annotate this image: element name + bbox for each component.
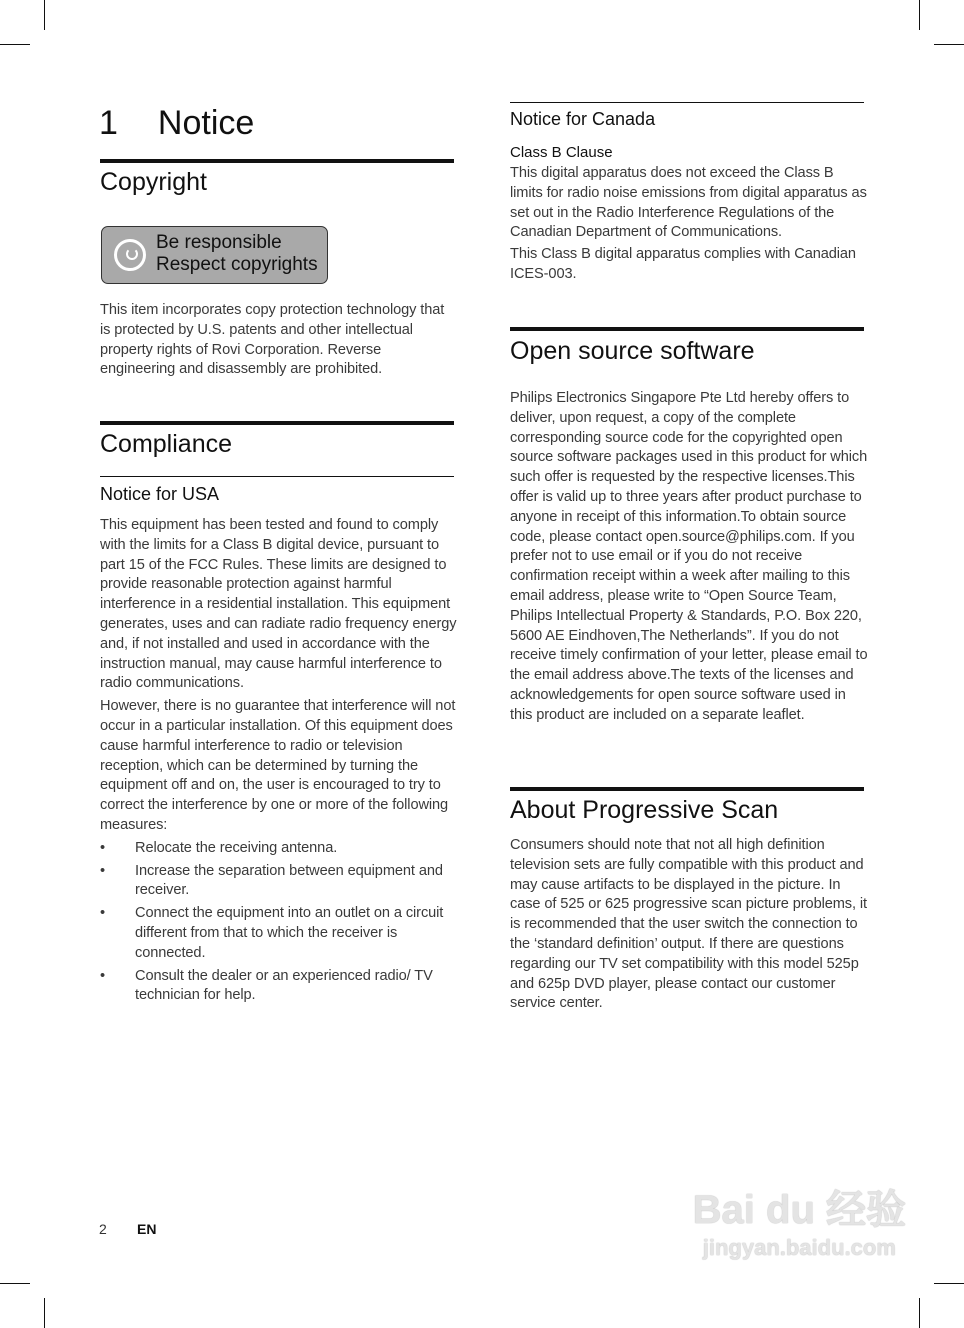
compliance-heading: Compliance — [100, 430, 233, 458]
language-code: EN — [137, 1221, 157, 1237]
class-b-heading: Class B Clause — [510, 144, 613, 161]
copyright-text: This item incorporates copy protection technology that is protected by U.S. patents and other intellectual property rights of Rovi Corporation. Reverse engineering and disassembly are prohibited. — [100, 302, 445, 378]
divider — [510, 327, 864, 331]
open-source-heading: Open source software — [510, 337, 755, 365]
copyright-heading: Copyright — [100, 168, 207, 196]
copyright-logo-icon — [114, 239, 146, 271]
divider — [510, 102, 864, 103]
progressive-scan-heading: About Progressive Scan — [510, 796, 779, 824]
badge-line2: Respect copyrights — [156, 254, 318, 275]
canada-notice — [510, 164, 868, 285]
divider — [100, 159, 454, 163]
watermark-logo: Bai du 经验 — [692, 1188, 906, 1232]
measures-list — [100, 839, 458, 1006]
divider — [510, 787, 864, 791]
canada-paragraph: This Class B digital apparatus complies with Canadian ICES-003. — [510, 246, 856, 282]
progressive-scan-text: Consumers should note that not all high definition television sets are fully compatible with this product and may cause artifacts to be displayed in the picture. In case of 525 or 625 progressive scan picture problems, it is recommended that the user switch the connection to the ‘standard definition’ output. If there are questions regarding our TV set compatibility with this model 525p and 625p DVD player, please contact our customer service center. — [510, 837, 867, 1012]
divider — [100, 421, 454, 425]
list-item: • Consult the dealer or an experienced radio/ TV technician for help. — [100, 967, 458, 1007]
usa-paragraph: This equipment has been tested and found to comply with the limits for a Class B digital device, pursuant to part 15 of the FCC Rules. These limits are designed to provide reasonable protection against harmful interference in a residential installation. This equipment generates, uses and can radiate radio frequency energy and, if not installed and used in accordance with the instruction manual, may cause harmful interference to radio communications. — [100, 517, 457, 692]
usa-heading: Notice for USA — [100, 484, 220, 504]
divider — [100, 476, 454, 477]
canada-paragraph: This digital apparatus does not exceed the Class B limits for radio noise emissions from digital apparatus as set out in the Radio Interference Regulations of the Canadian Department of Communications. — [510, 165, 867, 241]
chapter-title-text: Notice — [157, 104, 255, 142]
chapter-number: 1 — [99, 104, 118, 142]
usa-paragraph: However, there is no guarantee that interference will not occur in a particular installation. Of this equipment does cause harmful interference to radio or television reception, which can be determined by turning the equipment off and on, the user is encouraged to try to correct the interference by one or more of the following measures: — [100, 698, 456, 833]
canada-heading: Notice for Canada — [510, 109, 656, 129]
list-item: • Relocate the receiving antenna. — [100, 839, 458, 859]
list-item: • Increase the separation between equipment and receiver. — [100, 862, 458, 902]
list-item: • Connect the equipment into an outlet on a circuit different from that to which the receiver is connected. — [100, 904, 458, 963]
respect-copyrights-badge — [101, 226, 328, 284]
watermark-url: jingyan.baidu.com — [702, 1235, 896, 1260]
badge-line1: Be responsible — [156, 232, 282, 253]
open-source-text: Philips Electronics Singapore Pte Ltd hereby offers to deliver, upon request, a copy of the complete corresponding source code for the copyrighted open source software packages used in this product for which such offer is requested by the respective licenses.This offer is valid up to three years after product purchase to anyone in receipt of this information.To obtain source code, please contact open.source@philips.com. If you prefer not to use email or if you do not receive confirmation receipt within a week after mailing to this email address, please write to “Open Source Team, Philips Intellectual Property & Standards, P.O. Box 220, 5600 AE Eindhoven,The Netherlands”. If you do not receive timely confirmation of your letter, please email to the email address above.The texts of the licenses and acknowledgements for open source software used in this product are included on a separate leaflet. — [510, 390, 868, 723]
chapter-title — [99, 104, 254, 143]
baidu-watermark — [693, 1185, 906, 1261]
usa-notice — [100, 516, 458, 1006]
page-number: 2 — [99, 1221, 107, 1237]
